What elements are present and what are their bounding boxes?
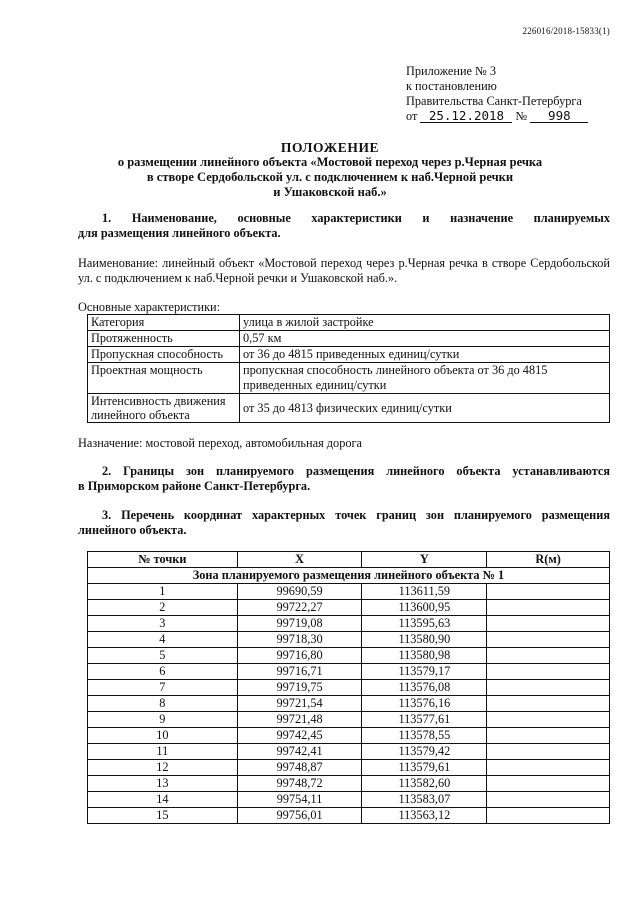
table-row: [88, 744, 610, 760]
y-coordinate: 113580,90: [362, 632, 487, 648]
point-number: 13: [88, 776, 238, 792]
table-row: [88, 616, 610, 632]
radius: [487, 680, 610, 696]
point-number: 6: [88, 664, 238, 680]
radius: [487, 696, 610, 712]
appendix-date-line: [406, 109, 588, 124]
y-coordinate: 113579,42: [362, 744, 487, 760]
radius: [487, 760, 610, 776]
section-3-line-2: линейного объекта.: [78, 523, 187, 537]
x-coordinate: 99721,54: [237, 696, 362, 712]
char-key: Проектная мощность: [88, 363, 240, 394]
char-value: 0,57 км: [240, 331, 610, 347]
section-1-heading: [78, 211, 610, 241]
y-coordinate: 113600,95: [362, 600, 487, 616]
title-line-3: и Ушаковской наб.»: [273, 185, 387, 199]
point-number: 2: [88, 600, 238, 616]
table-row: [88, 680, 610, 696]
point-number: 1: [88, 584, 238, 600]
y-coordinate: 113582,60: [362, 776, 487, 792]
radius: [487, 808, 610, 824]
char-value: пропускная способность линейного объекта от 36 до 4815 приведенных единиц/сутки: [240, 363, 610, 394]
coordinates-table: [87, 551, 610, 824]
radius: [487, 600, 610, 616]
point-number: 8: [88, 696, 238, 712]
section-1-line-1: 1. Наименование, основные характеристики и назначение планируемых: [102, 211, 610, 225]
x-coordinate: 99748,72: [237, 776, 362, 792]
y-coordinate: 113563,12: [362, 808, 487, 824]
x-coordinate: 99716,71: [237, 664, 362, 680]
table-row: [88, 712, 610, 728]
y-coordinate: 113576,08: [362, 680, 487, 696]
table-row: [88, 632, 610, 648]
section-1-line-2: для размещения линейного объекта.: [78, 226, 281, 240]
zone-title: Зона планируемого размещения линейного объекта № 1: [88, 568, 610, 584]
point-number: 14: [88, 792, 238, 808]
point-number: 7: [88, 680, 238, 696]
radius: [487, 744, 610, 760]
coordinates-header-row: [88, 552, 610, 568]
header-point-number: № точки: [88, 552, 238, 568]
characteristics-table: [87, 314, 610, 423]
appendix-block: [406, 64, 588, 124]
x-coordinate: 99748,87: [237, 760, 362, 776]
radius: [487, 648, 610, 664]
x-coordinate: 99742,41: [237, 744, 362, 760]
x-coordinate: 99690,59: [237, 584, 362, 600]
char-value: от 36 до 4815 приведенных единиц/сутки: [240, 347, 610, 363]
y-coordinate: 113583,07: [362, 792, 487, 808]
table-row: [88, 808, 610, 824]
point-number: 4: [88, 632, 238, 648]
point-number: 3: [88, 616, 238, 632]
characteristics-row: [88, 347, 610, 363]
y-coordinate: 113579,61: [362, 760, 487, 776]
radius: [487, 584, 610, 600]
x-coordinate: 99742,45: [237, 728, 362, 744]
x-coordinate: 99716,80: [237, 648, 362, 664]
y-coordinate: 113577,61: [362, 712, 487, 728]
characteristics-row: [88, 315, 610, 331]
x-coordinate: 99754,11: [237, 792, 362, 808]
characteristics-label: Основные характеристики:: [78, 300, 221, 314]
section-3-heading: [78, 508, 610, 538]
table-row: [88, 776, 610, 792]
from-label: от: [406, 109, 418, 123]
radius: [487, 792, 610, 808]
title-line-2: в створе Сердобольской ул. с подключением к наб.Черной речки: [146, 170, 514, 184]
table-row: [88, 760, 610, 776]
x-coordinate: 99756,01: [237, 808, 362, 824]
char-value: улица в жилой застройке: [240, 315, 610, 331]
table-row: [88, 584, 610, 600]
characteristics-row: [88, 331, 610, 347]
naimenovanie-paragraph: Наименование: линейный объект «Мостовой переход через р.Черная речка в створе Сердобольской ул. с подключением к наб.Черной речки и Ушаковской наб.».: [78, 256, 610, 285]
char-key: Категория: [88, 315, 240, 331]
y-coordinate: 113611,59: [362, 584, 487, 600]
point-number: 15: [88, 808, 238, 824]
zone-title-row: [88, 568, 610, 584]
radius: [487, 632, 610, 648]
y-coordinate: 113576,16: [362, 696, 487, 712]
table-row: [88, 664, 610, 680]
char-key: Пропускная способность: [88, 347, 240, 363]
decree-number: 998: [530, 109, 588, 123]
appendix-line-3: Правительства Санкт-Петербурга: [406, 94, 582, 108]
radius: [487, 776, 610, 792]
point-number: 5: [88, 648, 238, 664]
header-y: Y: [362, 552, 487, 568]
y-coordinate: 113579,17: [362, 664, 487, 680]
section-2-heading: [78, 464, 610, 494]
naznachenie-line: Назначение: мостовой переход, автомобильная дорога: [78, 436, 363, 450]
y-coordinate: 113580,98: [362, 648, 487, 664]
x-coordinate: 99721,48: [237, 712, 362, 728]
header-x: X: [237, 552, 362, 568]
point-number: 10: [88, 728, 238, 744]
title-heading: ПОЛОЖЕНИЕ: [280, 140, 380, 155]
x-coordinate: 99718,30: [237, 632, 362, 648]
x-coordinate: 99719,75: [237, 680, 362, 696]
x-coordinate: 99722,27: [237, 600, 362, 616]
point-number: 11: [88, 744, 238, 760]
radius: [487, 728, 610, 744]
table-row: [88, 648, 610, 664]
radius: [487, 664, 610, 680]
appendix-line-1: Приложение № 3: [406, 64, 497, 78]
x-coordinate: 99719,08: [237, 616, 362, 632]
radius: [487, 616, 610, 632]
point-number: 9: [88, 712, 238, 728]
document-title: [60, 140, 600, 200]
number-label: №: [515, 109, 528, 123]
char-key: Протяженность: [88, 331, 240, 347]
table-row: [88, 728, 610, 744]
table-row: [88, 792, 610, 808]
char-value: от 35 до 4813 физических единиц/сутки: [240, 394, 610, 423]
appendix-line-2: к постановлению: [406, 79, 497, 93]
section-2-line-2: в Приморском районе Санкт-Петербурга.: [78, 479, 311, 493]
y-coordinate: 113578,55: [362, 728, 487, 744]
header-r: R(м): [487, 552, 610, 568]
characteristics-row: [88, 394, 610, 423]
document-id: 226016/2018-15833(1): [522, 26, 610, 36]
point-number: 12: [88, 760, 238, 776]
section-3-line-1: 3. Перечень координат характерных точек границ зон планируемого размещения: [102, 508, 610, 522]
title-line-1: о размещении линейного объекта «Мостовой переход через р.Черная речка: [117, 155, 543, 169]
char-key: Интенсивность движения линейного объекта: [88, 394, 240, 423]
table-row: [88, 600, 610, 616]
table-row: [88, 696, 610, 712]
radius: [487, 712, 610, 728]
characteristics-row: [88, 363, 610, 394]
section-2-line-1: 2. Границы зон планируемого размещения линейного объекта устанавливаются: [102, 464, 610, 478]
y-coordinate: 113595,63: [362, 616, 487, 632]
decree-date: 25.12.2018: [420, 109, 512, 123]
